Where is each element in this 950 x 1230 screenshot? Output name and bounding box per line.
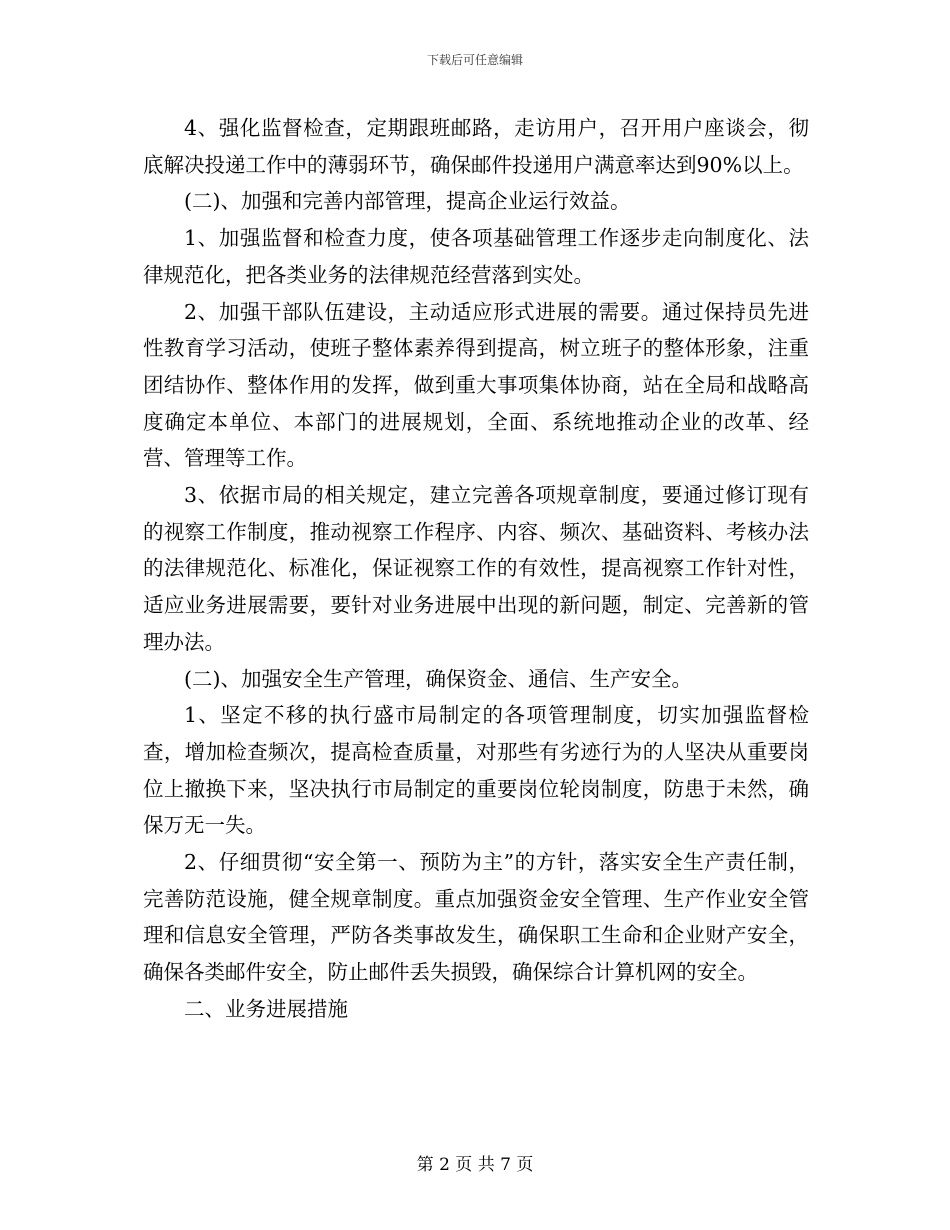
paragraph: 2、仔细贯彻“安全第一、预防为主”的方针，落实安全生产责任制，完善防范设施，健全规章制度。重点加强资金安全管理、生产作业安全管理和信息安全管理，严防各类事故发生，确保职工生命和企业财产安全，确保各类邮件安全，防止邮件丢失损毁，确保综合计算机网的安全。 [143,850,809,985]
paragraph: 3、依据市局的相关规定，建立完善各项规章制度，要通过修订现有的视察工作制度，推动视察工作程序、内容、频次、基础资料、考核办法的法律规范化、标准化，保证视察工作的有效性，提高视察工作针对性，适应业务进展需要，要针对业务进展中出现的新问题，制定、完善新的管理办法。 [143,483,809,654]
section-heading: 二、业务进展措施 [184,996,348,1021]
section-heading: (二)、加强和完善内部管理，提高企业运行效益。 [184,189,631,214]
paragraph: 1、加强监督和检查力度，使各项基础管理工作逐步走向制度化、法律规范化，把各类业务的法律规范经营落到实处。 [143,226,809,287]
section-heading: (二)、加强安全生产管理，确保资金、通信、生产安全。 [184,666,692,691]
paragraph: 2、加强干部队伍建设，主动适应形式进展的需要。通过保持员先进性教育学习活动，使班子整体素养得到提高，树立班子的整体形象，注重团结协作、整体作用的发挥，做到重大事项集体协商，站在全局和战略高度确定本单位、本部门的进展规划，全面、系统地推动企业的改革、经营、管理等工作。 [143,299,809,471]
document-body [143,110,809,1028]
paragraph: 4、强化监督检查，定期跟班邮路，走访用户，召开用户座谈会，彻底解决投递工作中的薄弱环节，确保邮件投递用户满意率达到90%以上。 [143,116,809,177]
page-number: 第 2 页 共 7 页 [416,1155,534,1175]
paragraph: 1、坚定不移的执行盛市局制定的各项管理制度，切实加强监督检查，增加检查频次，提高检查质量，对那些有劣迹行为的人坚决从重要岗位上撤换下来，坚决执行市局制定的重要岗位轮岗制度，防患于未然，确保万无一失。 [143,703,809,838]
page-header: 下载后可任意编辑 [426,53,523,67]
